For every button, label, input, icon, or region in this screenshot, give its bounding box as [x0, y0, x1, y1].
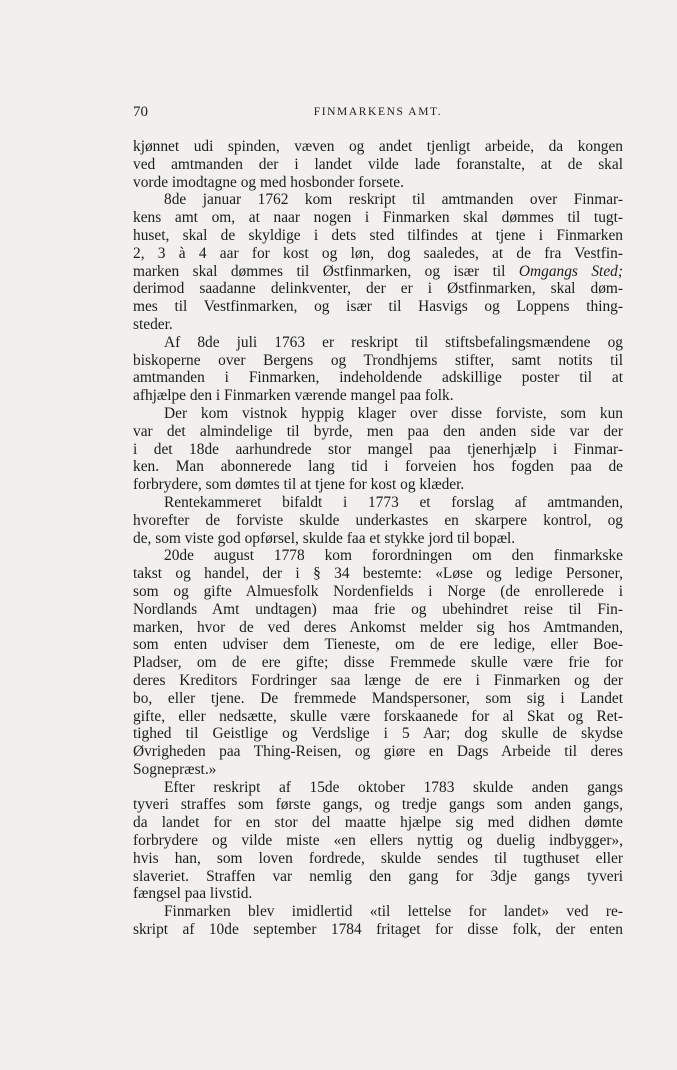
text-line: hvorefter de forviste skulde underkastes en skarpere kontrol, og — [133, 511, 623, 529]
text-line: skript af 10de september 1784 fritaget for disse folk, der enten — [133, 921, 623, 939]
text-line: Sognepræst.» — [133, 760, 217, 778]
text-line: forbrydere og vilde miste «en ellers nyttig og duelig indbygger», — [133, 832, 623, 850]
text-line: Af 8de juli 1763 er reskript til stiftsbefalingsmændene og — [164, 333, 623, 351]
text-line: tyveri straffes som første gangs, og tredje gangs som anden gangs, — [133, 796, 623, 814]
text-line: 2, 3 à 4 aar for kost og løn, dog saaledes, at de fra Vestfin- — [133, 244, 623, 262]
text-line: kens amt om, at naar nogen i Finmarken skal dømmes til tugt- — [133, 209, 623, 227]
text-line: marken, hvor de ved deres Ankomst melder sig hos Amtmanden, — [133, 618, 623, 636]
text-line: steder. — [133, 315, 173, 333]
text-line: gifte, eller nedsætte, skulle være forskaanede for al Skat og Ret- — [133, 707, 623, 725]
text-line: Finmarken blev imidlertid «til lettelse for landet» ved re- — [164, 903, 623, 921]
text-line: mes til Vestfinmarken, og især til Hasvigs og Loppens thing- — [133, 298, 623, 316]
text-line: huset, skal de skyldige i dets sted tilfindes at tjene i Finmarken — [133, 226, 623, 244]
text-line: derimod saadanne delinkventer, der er i Østfinmarken, skal døm- — [133, 280, 623, 298]
text-line: takst og handel, der i § 34 bestemte: «Løse og ledige Personer, — [133, 565, 623, 583]
text-line: fængsel paa livstid. — [133, 885, 253, 903]
text-line: som enten udviser dem Tieneste, om de ere ledige, eller Boe- — [133, 636, 623, 654]
text-line: ved amtmanden der i landet vilde lade foranstalte, at de skal — [133, 155, 623, 173]
text-line: Rentekammeret bifaldt i 1773 et forslag af amtmanden, — [164, 493, 623, 511]
text-line: Efter reskript af 15de oktober 1783 skulde anden gangs — [164, 778, 623, 796]
text-line: bo, eller tjene. De fremmede Mandspersoner, som sig i Landet — [133, 689, 623, 707]
text-line: 20de august 1778 kom forordningen om den finmarkske — [164, 547, 623, 565]
text-line: Øvrigheden paa Thing-Reisen, og giøre en Dags Arbeide til deres — [133, 743, 623, 761]
text-line: tighed til Geistlige og Verdslige i 5 Aar; dog skulle de skydse — [133, 725, 623, 743]
text-line: i det 18de aarhundrede stor mangel paa tjenerhjælp i Finmar- — [133, 440, 623, 458]
text-line: biskoperne over Bergens og Trondhjems stifter, samt notits til — [133, 351, 623, 369]
text-line: 8de januar 1762 kom reskript til amtmanden over Finmar- — [164, 191, 623, 209]
text-line: da landet for en stor del maatte hjælpe sig med didhen dømte — [133, 814, 623, 832]
text-line: afhjælpe den i Finmarken værende mangel paa folk. — [133, 387, 454, 405]
text-line — [133, 263, 623, 281]
text-line: hvis han, som loven fordrede, skulde sendes til tugthuset eller — [133, 849, 623, 867]
running-title: FINMARKENS AMT. — [313, 106, 443, 118]
text-line: amtmanden i Finmarken, indeholdende adskillige poster til at — [133, 369, 623, 387]
text-line: vorde imodtagne og med hosbonder forsete. — [133, 173, 404, 191]
text-line: kjønnet udi spinden, væven og andet tjenligt arbeide, da kongen — [133, 138, 623, 155]
text-line: ken. Man abonnerede lang tid i forveien hos fogden paa de — [133, 458, 623, 476]
text-line: var det almindelige til byrde, men paa den anden side var der — [133, 422, 623, 440]
page-header — [133, 104, 623, 124]
body-text — [133, 138, 623, 939]
text-line: de, som viste god opførsel, skulde faa et stykke jord til bopæl. — [133, 529, 516, 547]
text-line: Der kom vistnok hyppig klager over disse forviste, som kun — [164, 404, 623, 422]
page-number: 70 — [133, 104, 148, 120]
text-line: slaveriet. Straffen var nemlig den gang for 3dje gangs tyveri — [133, 867, 623, 885]
italic-place-name: Omgangs Sted; — [518, 262, 623, 280]
text-line: som og gifte Almuesfolk Nordenfields i Norge (de enrollerede i — [133, 582, 623, 600]
text-line: forbrydere, som dømtes til at tjene for kost og klæder. — [133, 476, 465, 494]
text-line: Pladser, om de ere gifte; disse Fremmede skulle være frie for — [133, 654, 623, 672]
text-line: deres Kreditors Fordringer saa længe de ere i Finmarken og der — [133, 671, 623, 689]
text-fragment: marken skal dømmes til Østfinmarken, og især til — [133, 262, 506, 280]
text-line: Nordlands Amt undtagen) maa frie og ubehindret reise til Fin- — [133, 600, 623, 618]
